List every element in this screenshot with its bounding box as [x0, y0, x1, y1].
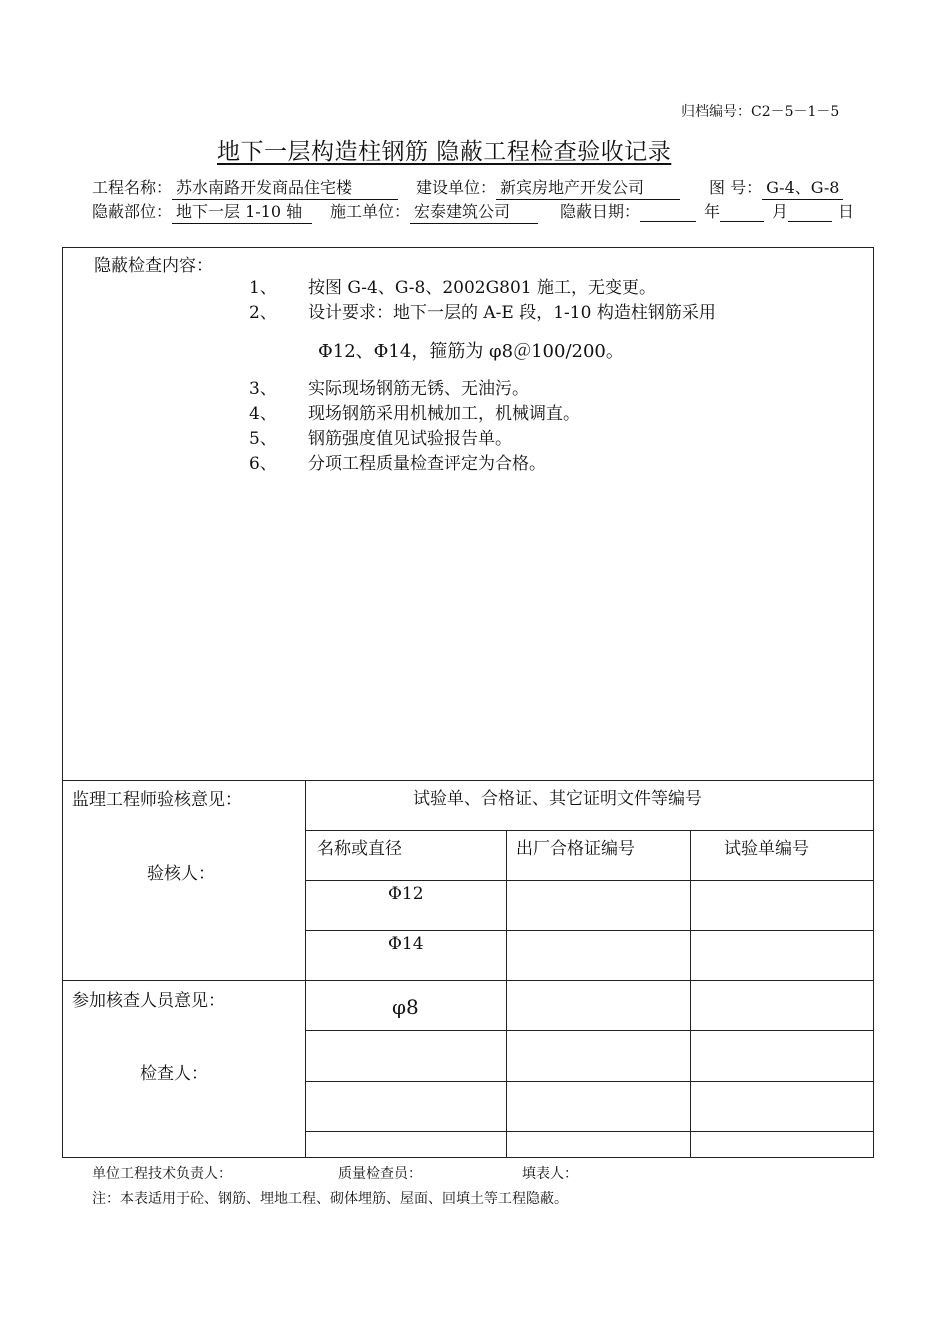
docs-row-1-name: Φ12 [388, 884, 424, 904]
content-divider [62, 780, 874, 781]
date-row [560, 199, 696, 222]
footer-quality: 质量检查员： [338, 1166, 422, 1182]
docs-row-divider [305, 1081, 874, 1082]
docs-header-divider [305, 880, 874, 881]
content-item-5-no: 5、 [249, 429, 277, 449]
docs-row-divider [305, 1030, 874, 1031]
builder-row [416, 175, 680, 200]
document-title: 地下一层构造柱钢筋 隐蔽工程检查验收记录 [217, 139, 672, 165]
year-label: 年 [704, 202, 721, 221]
docs-header-certificate: 出厂合格证编号 [516, 839, 635, 859]
content-item-2-text: 设计要求：地下一层的 A-E 段，1-10 构造柱钢筋采用 [308, 303, 716, 323]
contractor-row [330, 199, 538, 224]
part-row [92, 199, 312, 224]
drawing-label: 图 号： [709, 178, 763, 197]
docs-col-divider [506, 830, 507, 1158]
day-label: 日 [838, 202, 855, 221]
content-item-3-no: 3、 [249, 379, 277, 399]
month-blank [788, 202, 832, 222]
content-item-5-text: 钢筋强度值见试验报告单。 [308, 429, 512, 449]
content-item-1-text: 按图 G-4、G-8、2002G801 施工，无变更。 [308, 278, 657, 298]
content-item-4-no: 4、 [249, 404, 277, 424]
builder-value: 新宾房地产开发公司 [496, 175, 680, 200]
drawing-row [709, 175, 843, 200]
docs-row-divider [305, 980, 874, 981]
content-item-1-no: 1、 [249, 278, 277, 298]
docs-header-name: 名称或直径 [317, 839, 402, 859]
left-col-divider [305, 780, 306, 1158]
docs-row-3-name: φ8 [392, 995, 419, 1019]
docs-table-title: 试验单、合格证、其它证明文件等编号 [413, 789, 702, 809]
project-row [92, 175, 398, 200]
content-item-3-text: 实际现场钢筋无锈、无油污。 [308, 379, 529, 399]
content-label: 隐蔽检查内容： [94, 256, 213, 276]
supervisor-checker: 验核人： [147, 864, 215, 884]
date-label: 隐蔽日期： [560, 202, 641, 221]
year-blank [720, 202, 764, 222]
drawing-value: G-4、G-8 [762, 175, 843, 200]
docs-col-divider [690, 830, 691, 1158]
content-item-2-no: 2、 [249, 303, 277, 323]
month-label: 月 [772, 202, 789, 221]
archive-number: 归档编号：C2－5－1－5 [681, 104, 840, 120]
left-section-divider [62, 980, 306, 981]
contractor-value: 宏泰建筑公司 [410, 199, 538, 224]
content-item-6-text: 分项工程质量检查评定为合格。 [308, 454, 546, 474]
participants-checker: 检查人： [140, 1064, 208, 1084]
builder-label: 建设单位： [416, 178, 497, 197]
docs-header-test: 试验单编号 [724, 839, 809, 859]
contractor-label: 施工单位： [330, 202, 411, 221]
project-value: 苏水南路开发商品住宅楼 [172, 175, 398, 200]
footer-filler: 填表人： [522, 1166, 578, 1182]
docs-title-divider [305, 830, 874, 831]
docs-row-divider [305, 1131, 874, 1132]
date-blank [640, 202, 696, 222]
content-item-2-cont: Φ12、Φ14，箍筋为 φ8＠100/200。 [318, 341, 624, 362]
content-item-6-no: 6、 [249, 454, 277, 474]
supervisor-label: 监理工程师验核意见： [72, 790, 242, 810]
project-label: 工程名称： [92, 178, 173, 197]
footer-tech-lead: 单位工程技术负责人： [92, 1166, 232, 1182]
footer-note: 注：本表适用于砼、钢筋、埋地工程、砌体埋筋、屋面、回填土等工程隐蔽。 [92, 1191, 568, 1207]
participants-label: 参加核查人员意见： [72, 991, 225, 1011]
year-row [704, 199, 764, 222]
docs-row-divider [305, 930, 874, 931]
part-label: 隐蔽部位： [92, 202, 173, 221]
month-row [772, 199, 832, 222]
content-item-4-text: 现场钢筋采用机械加工，机械调直。 [308, 404, 580, 424]
docs-row-2-name: Φ14 [388, 934, 424, 954]
part-value: 地下一层 1-10 轴 [172, 199, 312, 224]
